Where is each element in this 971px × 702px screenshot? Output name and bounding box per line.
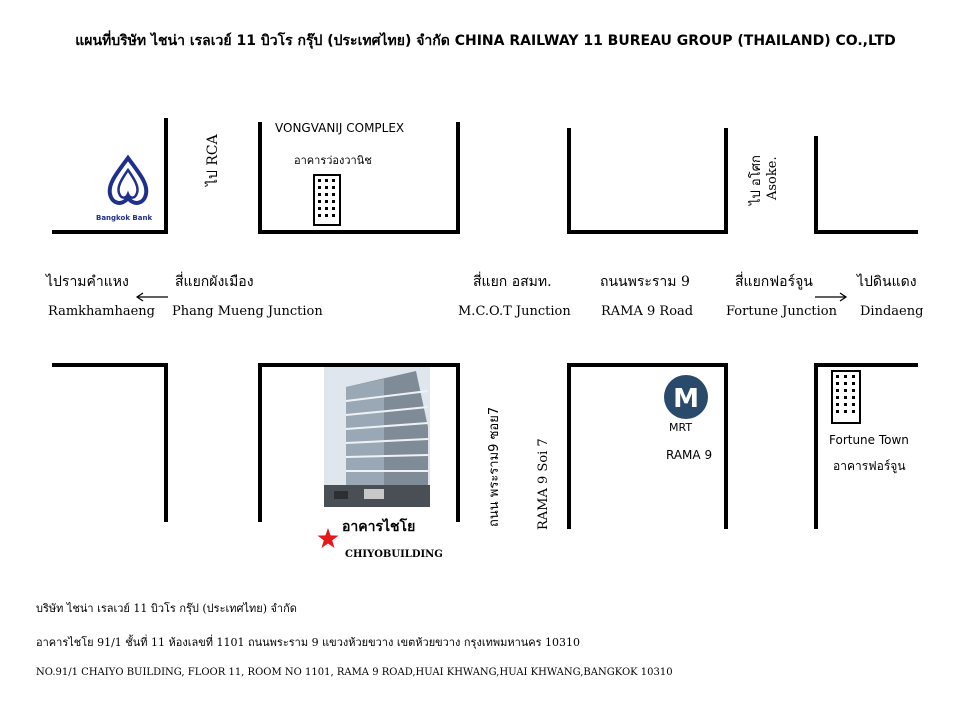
to-rca-label: ไป RCA [205,134,221,186]
footer-company-name: บริษัท ไชน่า เรลเวย์ 11 บิวโร กรุ๊ป (ประเทศไทย) จำกัด [36,602,297,615]
mcot-junction-th: สี่แยก อสมท. [473,274,552,290]
vongvanij-label-th: อาคารว่องวานิช [294,154,372,167]
mcot-junction-en: M.C.O.T Junction [458,304,571,319]
rama9-soi7-label-en: RAMA 9 Soi 7 [536,438,551,530]
footer-address-en: NO.91/1 CHAIYO BUILDING, FLOOR 11, ROOM NO 1101, RAMA 9 ROAD,HUAI KHWANG,HUAI KHWANG,BANGKOK 10310 [36,667,673,678]
to-asoke-label-en: Asoke. [765,156,780,200]
chaiyo-building-label-th: อาคารไชโย [342,519,416,535]
to-ramkhamhaeng-th: ไปรามคำแหง [46,274,129,290]
arrow-right-icon [815,293,846,301]
arrow-left-icon [137,293,168,301]
rama9-road-en: RAMA 9 Road [601,304,694,319]
map-title: แผนที่บริษัท ไชน่า เรลเวย์ 11 บิวโร กรุ๊ป (ประเทศไทย) จำกัด CHINA RAILWAY 11 BUREAU GROUP (THAILAND) CO.,LTD [75,33,896,49]
bangkok-bank-label: Bangkok Bank [96,214,153,222]
fortune-junction-th: สี่แยกฟอร์จูน [735,274,813,290]
mrt-logo-icon [664,375,708,419]
fortune-town-label-en: Fortune Town [829,433,909,447]
to-ramkhamhaeng-en: Ramkhamhaeng [48,304,156,319]
fortune-junction-en: Fortune Junction [726,304,837,319]
chaiyo-building-label-en: CHIYOBUILDING [345,549,443,560]
chaiyo-building-illustration [324,367,430,507]
to-dindaeng-th: ไปดินแดง [857,274,917,290]
phang-mueng-junction-en: Phang Mueng Junction [172,304,323,319]
location-star-icon [318,528,339,548]
chaiyo-building-photo [324,367,430,507]
to-dindaeng-en: Dindaeng [860,304,924,319]
to-asoke-label-th: ไป อโศก [749,155,764,205]
block-top-3 [569,130,726,232]
footer-address-th: อาคารไชโย 91/1 ชั้นที่ 11 ห้องเลขที่ 1101 ถนนพระราม 9 แขวงห้วยขวาง เขตห้วยขวาง กรุงเทพมหานคร 10310 [36,636,581,649]
building-icon-fortune [831,370,861,424]
mrt-logo-letter: M [673,384,699,414]
mrt-label: MRT [669,421,693,434]
phang-mueng-junction-th: สี่แยกผังเมือง [175,274,254,290]
bangkok-bank-logo-icon [110,158,147,203]
rama9-road-th: ถนนพระราม 9 [600,274,690,290]
mrt-station-label: RAMA 9 [666,448,713,462]
fortune-town-label-th: อาคารฟอร์จูน [833,459,906,473]
block-top-2 [260,124,458,232]
block-top-4 [816,138,916,232]
rama9-soi7-label-th: ถนน พระราม9 ซอย7 [487,406,502,527]
vongvanij-label-en: VONGVANIJ COMPLEX [275,121,405,135]
building-icon-vongvanij [313,174,341,226]
block-bottom-1 [54,365,166,520]
